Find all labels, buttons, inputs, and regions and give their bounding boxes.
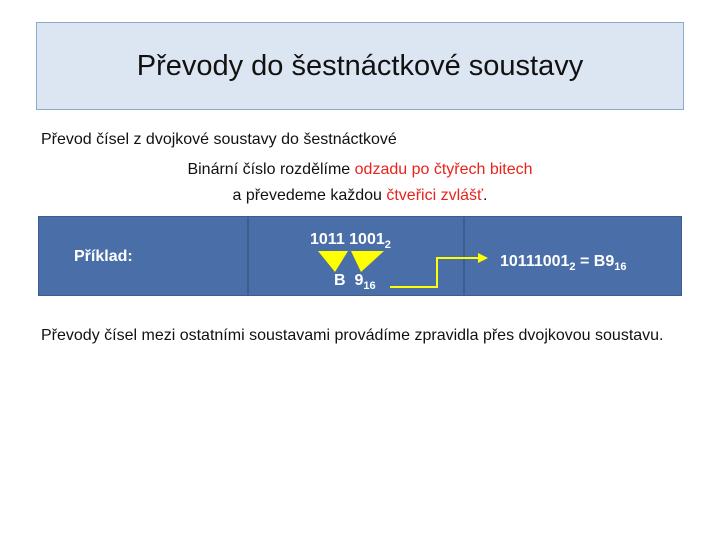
rule-line-2-highlight: čtveřici zvlášť: [386, 187, 484, 204]
rule-line-1: [0, 161, 720, 179]
result-hex-base: 16: [614, 261, 627, 273]
rule-line-2-suffix: .: [483, 187, 488, 204]
binary-groups: 1011 1001: [310, 231, 385, 248]
hex-base: 16: [363, 280, 376, 292]
rule-line-2: [0, 187, 720, 205]
rule-line-1-highlight: odzadu po čtyřech bitech: [354, 161, 533, 178]
example-label: Příklad:: [74, 248, 133, 265]
result-binary: 10111001: [500, 253, 570, 270]
binary-base: 2: [384, 239, 391, 251]
hex-digits: B 9: [334, 272, 364, 289]
result-equals: = B9: [575, 253, 615, 270]
rule-line-2-prefix: a převedeme každou: [232, 187, 387, 204]
title-box: [36, 22, 684, 110]
note-paragraph: Převody čísel mezi ostatními soustavami provádíme zpravidla přes dvojkovou soustavu.: [41, 327, 664, 344]
hex-value: [334, 272, 376, 290]
intro-text: Převod čísel z dvojkové soustavy do šestnáctkové: [41, 131, 397, 148]
result-equation: [500, 253, 626, 271]
example-label-cell: [38, 216, 248, 296]
rule-line-1-prefix: Binární číslo rozdělíme: [187, 161, 355, 178]
binary-value: [310, 231, 391, 249]
result-binary-base: 2: [569, 261, 576, 273]
slide-title: Převody do šestnáctkové soustavy: [136, 49, 584, 82]
